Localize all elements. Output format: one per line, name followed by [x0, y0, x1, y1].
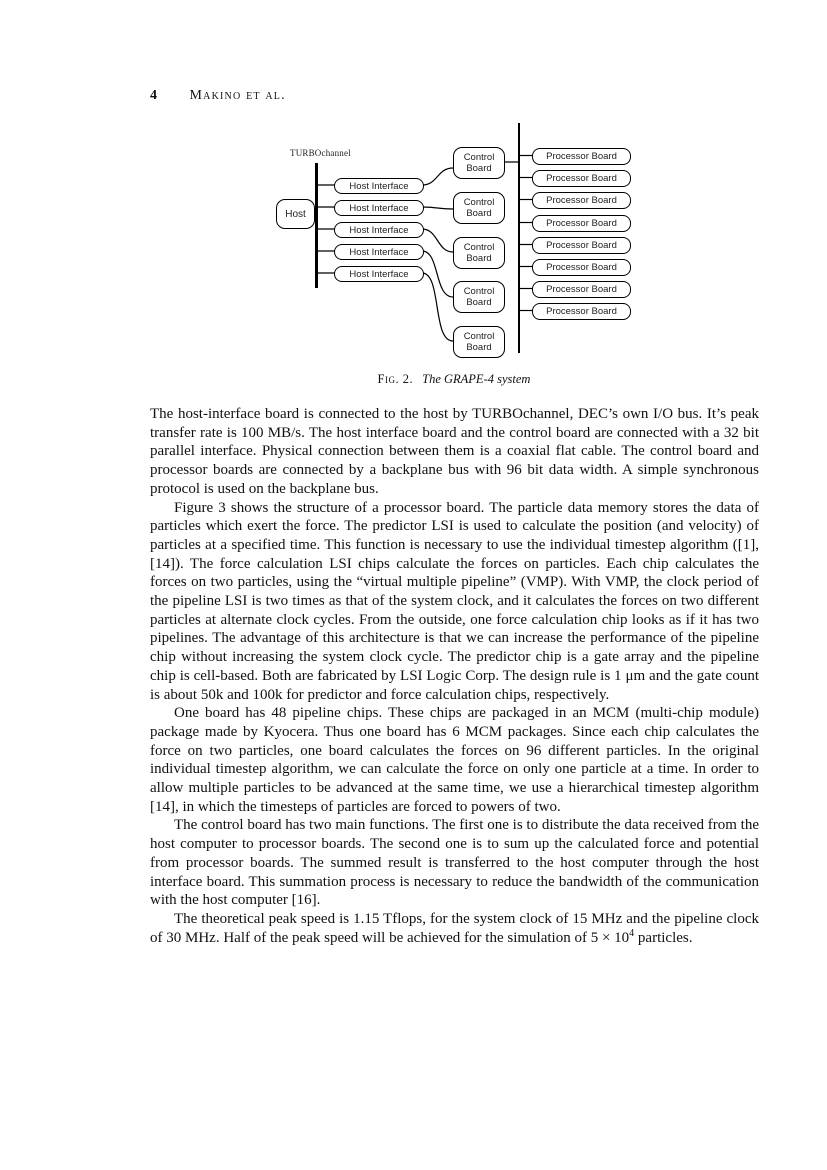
host-box: Host: [276, 199, 315, 229]
processor-board-box-5: Processor Board: [532, 237, 631, 254]
host-interface-box-2: Host Interface: [334, 200, 424, 216]
paragraph-5: [150, 910, 759, 947]
figure-caption: [150, 372, 758, 387]
paragraph-5-tail: particles.: [634, 929, 693, 946]
paragraph-4: The control board has two main functions. The first one is to distribute the data received from the host computer to processor boards. The second one is to sum up the calculated force and potential from processor boards. The summed result is transferred to the host computer through the host interface board. This summation process is necessary to reduce the bandwidth of the communication with the host computer [16].: [150, 817, 759, 909]
control-board-box-3: Control Board: [453, 237, 505, 269]
control-board-box-1: Control Board: [453, 147, 505, 179]
processor-board-box-1: Processor Board: [532, 148, 631, 165]
control-board-box-2: Control Board: [453, 192, 505, 224]
processor-board-box-6: Processor Board: [532, 259, 631, 276]
host-interface-box-1: Host Interface: [334, 178, 424, 194]
paragraph-2: Figure 3 shows the structure of a processor board. The particle data memory stores the data of particles which exert the force. The predictor LSI is used to calculate the position (and velocity) of particles at a specified time. This function is necessary to use the individual timestep algorithm ([1], [14]). The force calculation LSI chips calculate the forces on particles. Each chip calculates the forces on two particles, using the “virtual multiple pipeline” (VMP). With VMP, the clock period of the pipeline LSI is two times as that of the system clock, and it calculates the forces on two different particles at alternate clock cycles. From the outside, one force calculation chip looks as if it has two pipelines. The advantage of this architecture is that we can increase the performance of the pipeline chip without increasing the system clock cycle. The predictor chip is a gate array and the pipeline chip is cell-based. Both are fabricated by LSI Logic Corp. The design rule is 1 μm and the gate count is about 50k and 100k for predictor and force calculation chips, respectively.: [150, 499, 759, 703]
diagram-connector-lines: [0, 0, 827, 400]
processor-board-box-7: Processor Board: [532, 281, 631, 298]
figure-caption-text: The GRAPE-4 system: [422, 372, 531, 386]
interface-to-control-curves: [422, 168, 453, 341]
control-board-box-4: Control Board: [453, 281, 505, 313]
processor-board-box-3: Processor Board: [532, 192, 631, 209]
paragraph-1: The host-interface board is connected to the host by TURBOchannel, DEC’s own I/O bus. It’s peak transfer rate is 100 MB/s. The host interface board and the control board are connected with a 32 bit parallel interface. Physical connection between them is a coaxial flat cable. The control board and processor boards are connected by a backplane bus with 96 bit data width. A simple synchronous protocol is used on the backplane bus.: [150, 406, 759, 497]
turbochannel-label: TURBOchannel: [290, 148, 351, 158]
host-interface-stub-lines: [316, 185, 335, 273]
host-interface-box-3: Host Interface: [334, 222, 424, 238]
host-interface-box-5: Host Interface: [334, 266, 424, 282]
running-head: Makino et al.: [189, 88, 286, 103]
figure-caption-label: Fig. 2.: [377, 372, 414, 386]
processor-board-box-4: Processor Board: [532, 215, 631, 232]
processor-board-box-8: Processor Board: [532, 303, 631, 320]
paragraph-3: One board has 48 pipeline chips. These chips are packaged in an MCM (multi-chip module) package made by Kyocera. Thus one board has 6 MCM packages. Since each chip calculates the force on two particles, one board calculates the forces on 96 different particles. In the original individual timestep algorithm, we can calculate the force on only one particle at a time. In order to allow multiple particles to be advanced at the same time, we use a hierarchical timestep algorithm [14], in which the timesteps of particles are forced to powers of two.: [150, 705, 759, 815]
running-header: [150, 88, 758, 104]
page-number: 4: [150, 88, 158, 103]
paragraph-5-text: The theoretical peak speed is 1.15 Tflops, for the system clock of 15 MHz and the pipeline clock of 30 MHz. Half of the peak speed will be achieved for the simulation of 5 × 10: [150, 910, 759, 946]
body-text: [150, 405, 759, 947]
control-board-box-5: Control Board: [453, 326, 505, 358]
exponent: 4: [629, 927, 635, 939]
host-interface-box-4: Host Interface: [334, 244, 424, 260]
processor-board-box-2: Processor Board: [532, 170, 631, 187]
processor-board-stub-lines: [519, 156, 533, 311]
